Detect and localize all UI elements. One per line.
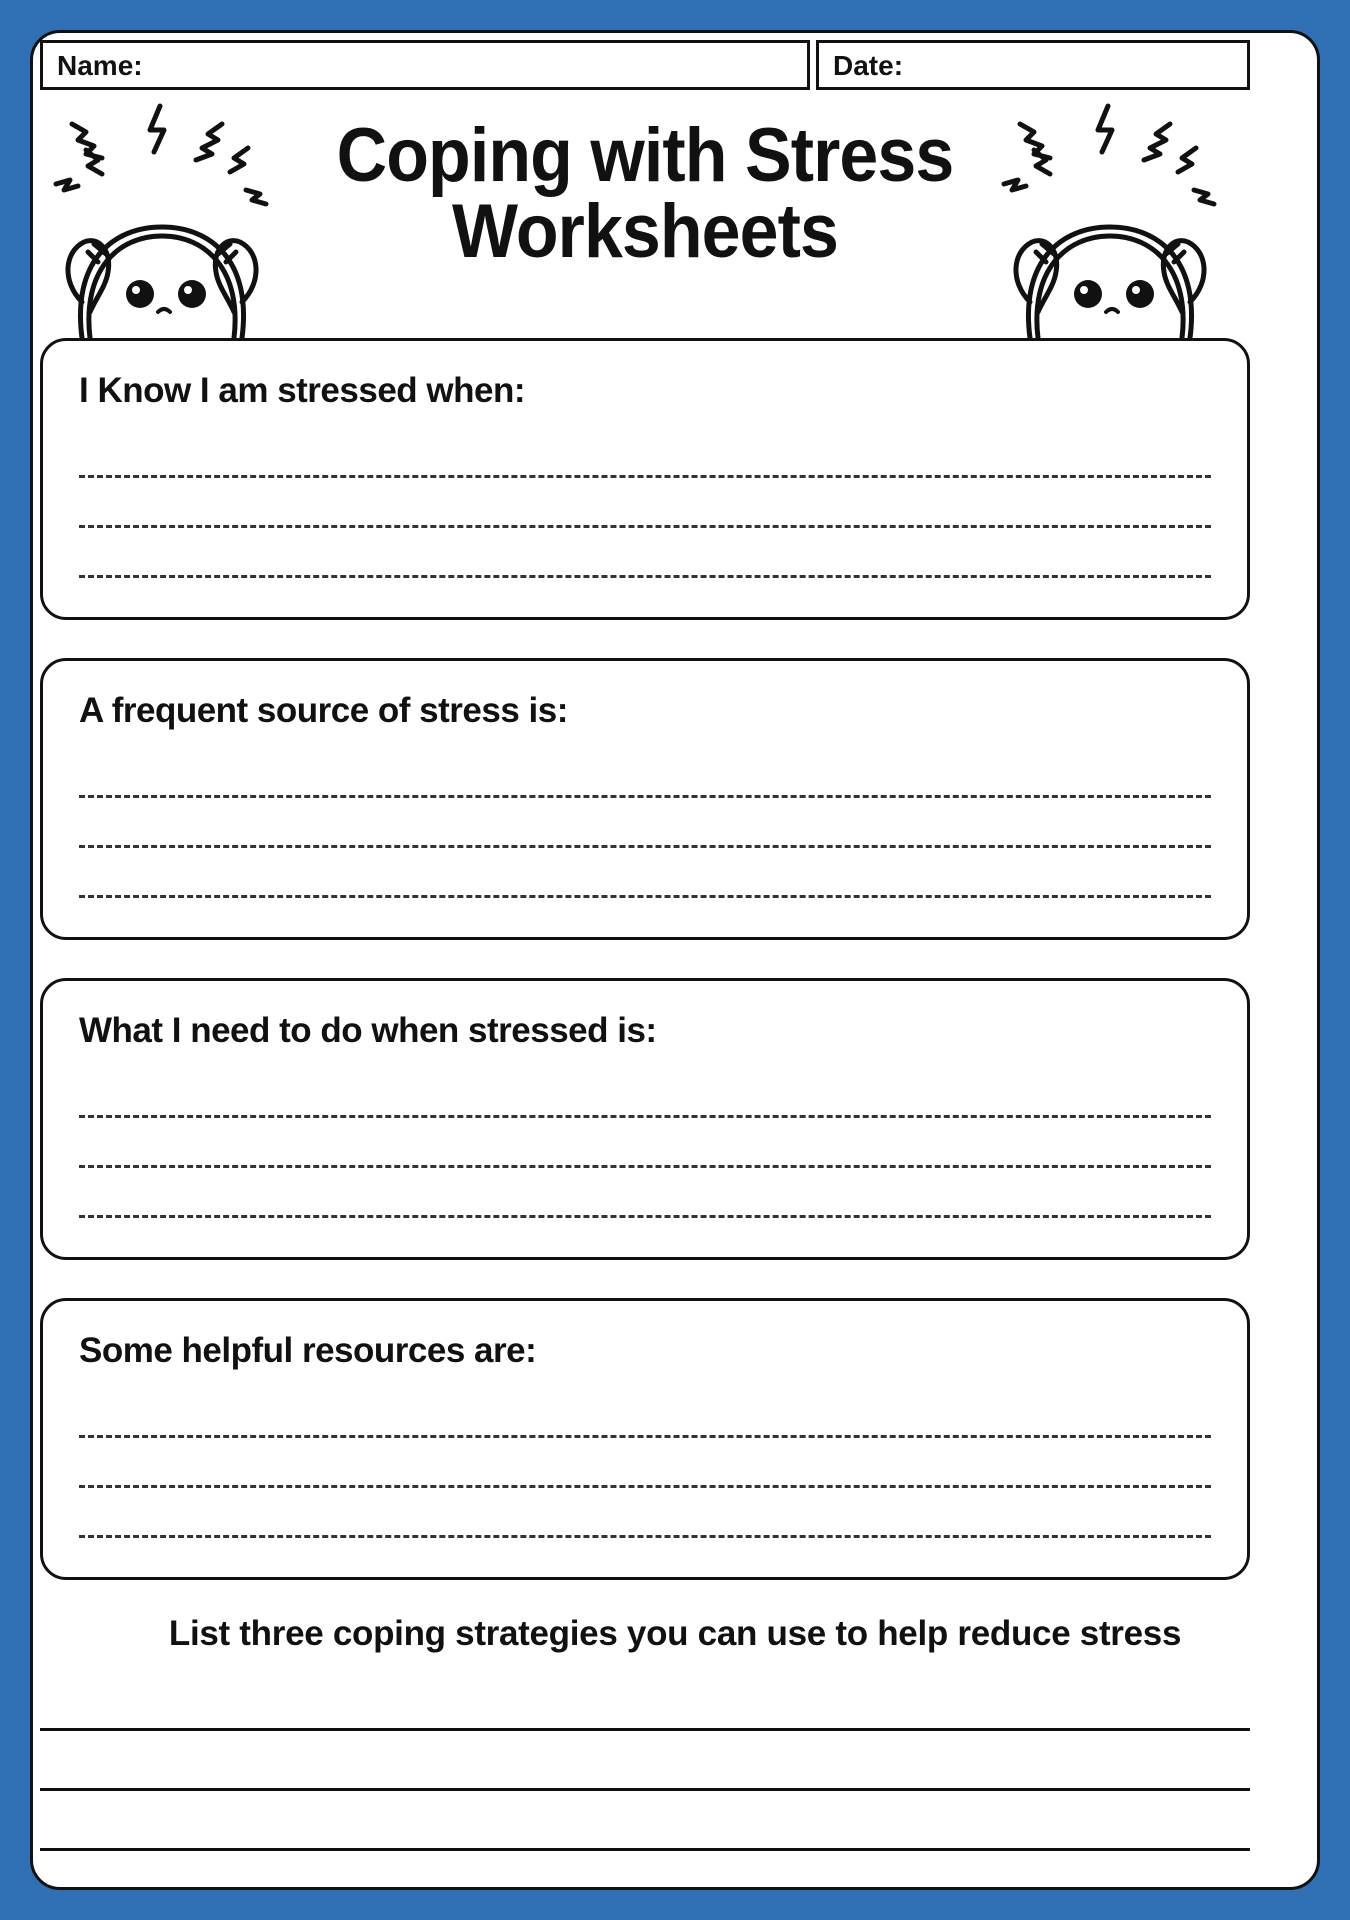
page-title [328, 113, 963, 274]
section-heading: I Know I am stressed when: [79, 371, 525, 410]
answer-line[interactable] [79, 575, 1211, 578]
title-line-1: Coping with Stress [336, 113, 954, 198]
section-heading: What I need to do when stressed is: [79, 1011, 657, 1050]
date-field[interactable] [816, 40, 1250, 90]
answer-line[interactable] [79, 895, 1211, 898]
name-field[interactable] [40, 40, 810, 90]
strategy-line-3[interactable] [40, 1848, 1250, 1851]
answer-line[interactable] [79, 1485, 1211, 1488]
answer-line[interactable] [79, 795, 1211, 798]
answer-line[interactable] [79, 1435, 1211, 1438]
section-stressed-when [40, 338, 1250, 620]
answer-line[interactable] [79, 845, 1211, 848]
stressed-face-icon [990, 102, 1230, 340]
section-source-of-stress [40, 658, 1250, 940]
answer-line[interactable] [79, 1115, 1211, 1118]
name-label: Name: [57, 50, 143, 81]
date-label: Date: [833, 50, 904, 81]
strategies-prompt: List three coping strategies you can use to help reduce stress [168, 1614, 1182, 1653]
title-line-2: Worksheets [452, 189, 838, 274]
section-helpful-resources [40, 1298, 1250, 1580]
stressed-face-icon [42, 102, 282, 340]
strategy-line-1[interactable] [40, 1728, 1250, 1731]
answer-line[interactable] [79, 1215, 1211, 1218]
section-heading: A frequent source of stress is: [79, 691, 568, 730]
answer-line[interactable] [79, 1165, 1211, 1168]
answer-line[interactable] [79, 525, 1211, 528]
section-what-to-do [40, 978, 1250, 1260]
answer-line[interactable] [79, 475, 1211, 478]
strategy-line-2[interactable] [40, 1788, 1250, 1791]
section-heading: Some helpful resources are: [79, 1331, 537, 1370]
answer-line[interactable] [79, 1535, 1211, 1538]
